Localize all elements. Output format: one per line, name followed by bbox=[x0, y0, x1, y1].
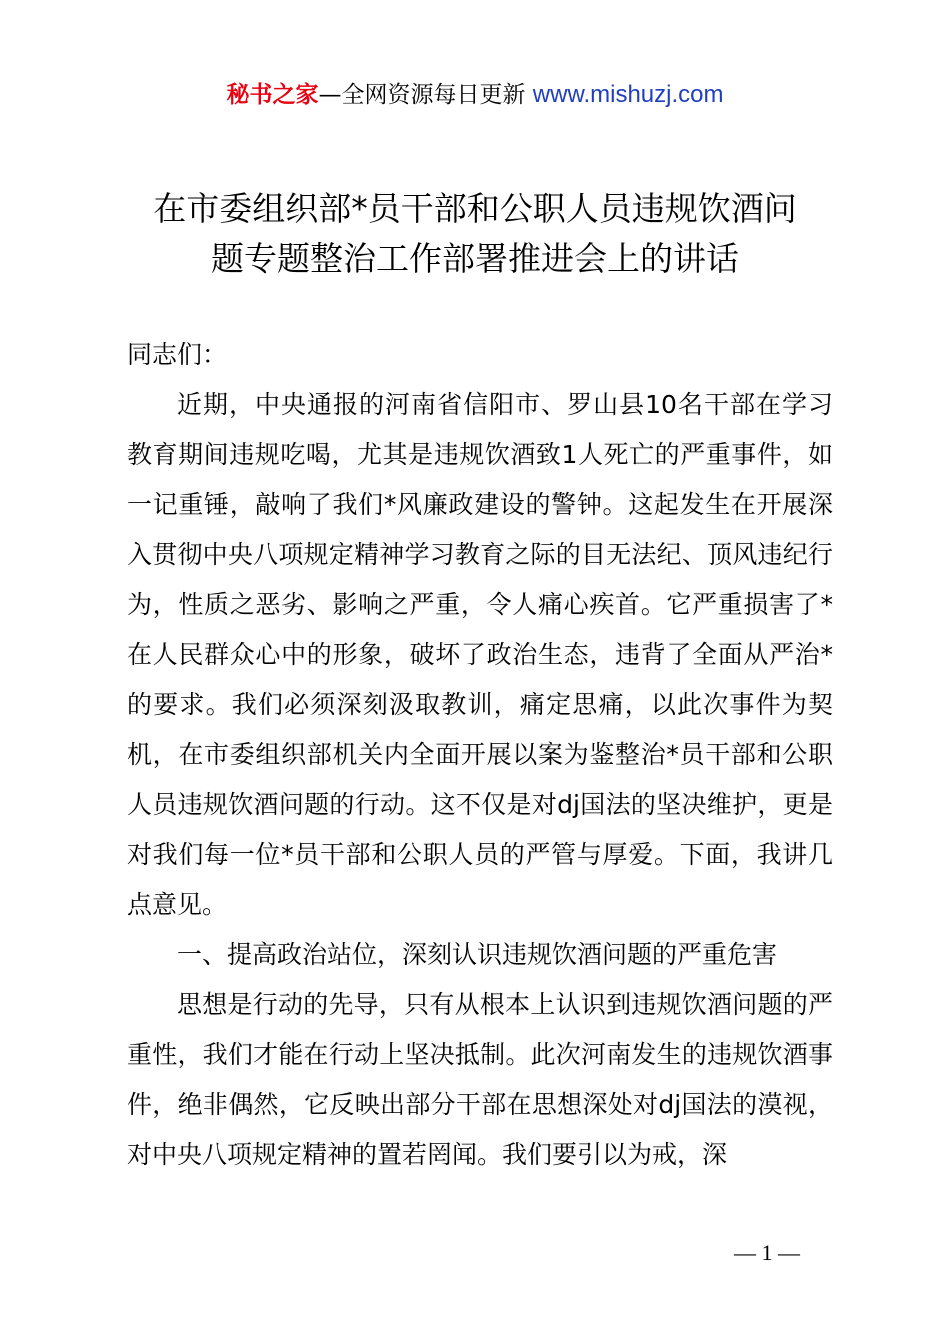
document-title bbox=[0, 184, 950, 284]
page-number: — 1 — bbox=[734, 1240, 800, 1265]
title-line-1: 在市委组织部*员干部和公职人员违规饮酒问 bbox=[153, 189, 797, 228]
document-body bbox=[127, 330, 833, 1180]
brand-name: 秘书之家 bbox=[226, 82, 319, 108]
site-header bbox=[0, 78, 950, 112]
header-tagline: —全网资源每日更新 bbox=[318, 82, 533, 108]
paragraph-2: 思想是行动的先导，只有从根本上认识到违规饮酒问题的严重性，我们才能在行动上坚决抵制。此次河南发生的违规饮酒事件，绝非偶然，它反映出部分干部在思想深处对dj国法的漠视，对中央八项规定精神的置若罔闻。我们要引以为戒，深 bbox=[127, 990, 833, 1169]
salutation: 同志们： bbox=[127, 340, 228, 369]
site-url-link[interactable]: www.mishuzj.com bbox=[532, 81, 724, 108]
title-line-2: 题专题整治工作部署推进会上的讲话 bbox=[211, 239, 739, 278]
paragraph-1: 近期，中央通报的河南省信阳市、罗山县10名干部在学习教育期间违规吃喝，尤其是违规饮酒致1人死亡的严重事件，如一记重锤，敲响了我们*风廉政建设的警钟。这起发生在开展深入贯彻中央八项规定精神学习教育之际的目无法纪、顶风违纪行为，性质之恶劣、影响之严重，令人痛心疾首。它严重损害了*在人民群众心中的形象，破坏了政治生态，违背了全面从严治*的要求。我们必须深刻汲取教训，痛定思痛，以此次事件为契机，在市委组织部机关内全面开展以案为鉴整治*员干部和公职人员违规饮酒问题的行动。这不仅是对dj国法的坚决维护，更是对我们每一位*员干部和公职人员的严管与厚爱。下面，我讲几点意见。 bbox=[127, 390, 833, 919]
section-heading-1: 一、提高政治站位，深刻认识违规饮酒问题的严重危害 bbox=[177, 940, 778, 969]
